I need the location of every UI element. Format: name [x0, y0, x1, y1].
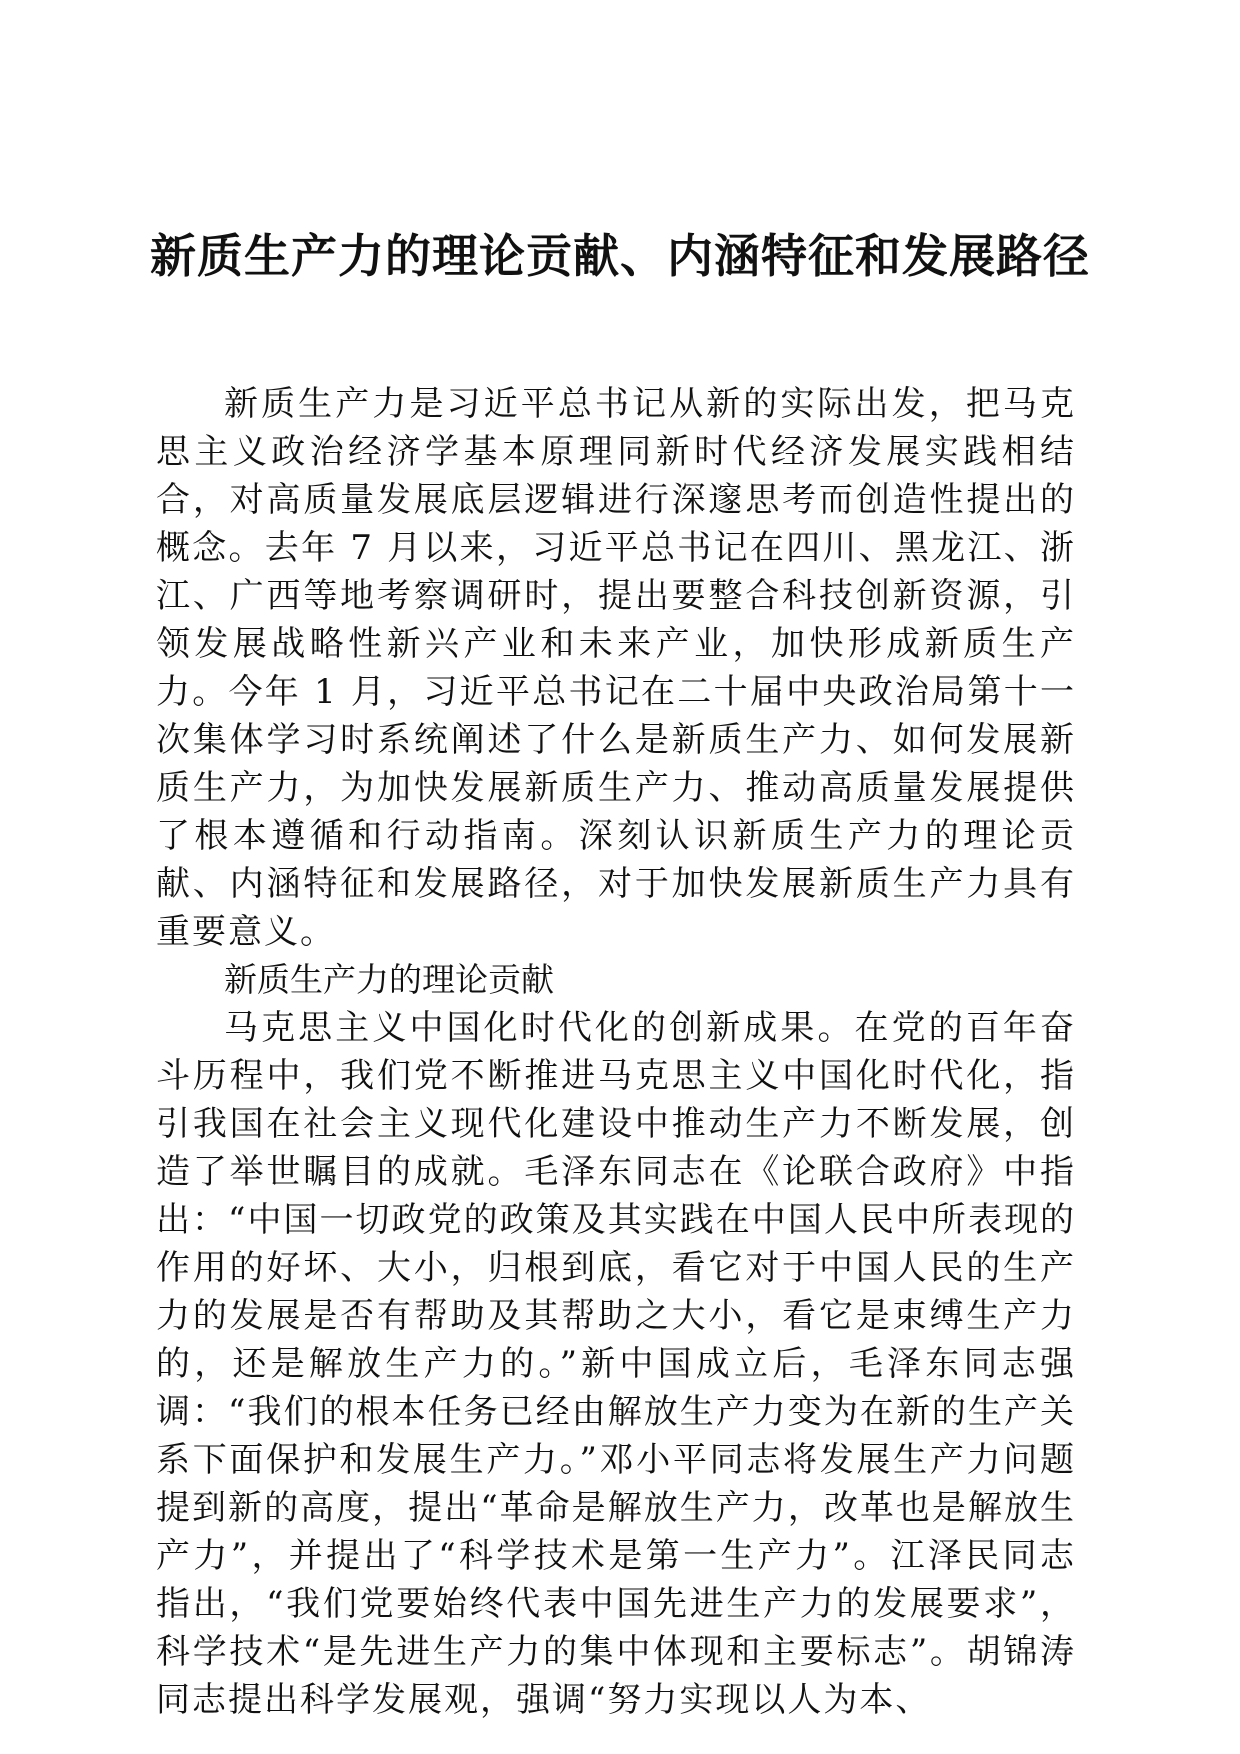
intro-paragraph: 新质生产力是习近平总书记从新的实际出发，把马克思主义政治经济学基本原理同新时代经济发展实践相结合，对高质量发展底层逻辑进行深邃思考而创造性提出的概念。去年 7 月以来，习近平总书记在四川、黑龙江、浙江、广西等地考察调研时，提出要整合科技创新资源，引领发展战略性新兴产业和未来产业，加快形成新质生产力。今年 1 月，习近平总书记在二十届中央政治局第十一次集体学习时系统阐述了什么是新质生产力、如何发展新质生产力，为加快发展新质生产力、推动高质量发展提供了根本遵循和行动指南。深刻认识新质生产力的理论贡献、内涵特征和发展路径，对于加快发展新质生产力具有重要意义。	[156, 384, 1076, 952]
section-heading: 新质生产力的理论贡献	[224, 960, 554, 999]
document-title: 新质生产力的理论贡献、内涵特征和发展路径	[150, 229, 1090, 283]
section-paragraph: 马克思主义中国化时代化的创新成果。在党的百年奋斗历程中，我们党不断推进马克思主义中国化时代化，指引我国在社会主义现代化建设中推动生产力不断发展，创造了举世瞩目的成就。毛泽东同志在《论联合政府》中指出：“中国一切政党的政策及其实践在中国人民中所表现的作用的好坏、大小，归根到底，看它对于中国人民的生产力的发展是否有帮助及其帮助之大小，看它是束缚生产力的，还是解放生产力的。”新中国成立后，毛泽东同志强调：“我们的根本任务已经由解放生产力变为在新的生产关系下面保护和发展生产力。”邓小平同志将发展生产力问题提到新的高度，提出“革命是解放生产力，改革也是解放生产力”，并提出了“科学技术是第一生产力”。江泽民同志指出，“我们党要始终代表中国先进生产力的发展要求”，科学技术“是先进生产力的集中体现和主要标志”。胡锦涛同志提出科学发展观，强调“努力实现以人为本、	[156, 1008, 1076, 1720]
document-body	[156, 380, 1076, 1724]
